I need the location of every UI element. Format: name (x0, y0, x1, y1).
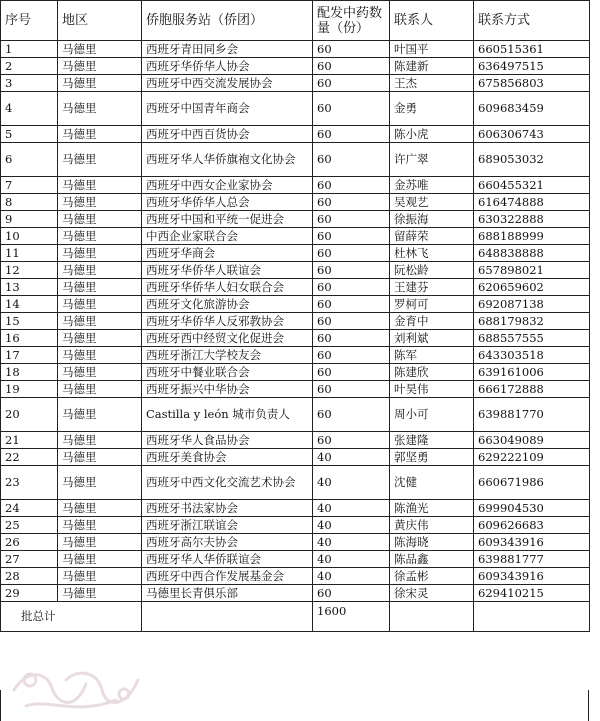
row-index: 16 (1, 330, 58, 347)
row-qty: 40 (313, 551, 390, 568)
row-org: 中西企业家联合会 (142, 228, 313, 245)
footer-blank-area (0, 690, 589, 721)
row-phone: 657898021 (474, 262, 590, 279)
row-qty: 60 (313, 585, 390, 602)
row-qty: 60 (313, 92, 390, 126)
table-row (1, 41, 590, 58)
row-index: 3 (1, 75, 58, 92)
table-row (1, 449, 590, 466)
row-region: 马德里 (58, 262, 142, 279)
table-row (1, 517, 590, 534)
table-row (1, 92, 590, 126)
row-phone: 688557555 (474, 330, 590, 347)
row-phone: 675856803 (474, 75, 590, 92)
row-region: 马德里 (58, 449, 142, 466)
total-label-cell (1, 602, 142, 632)
table-row (1, 143, 590, 177)
table-row (1, 381, 590, 398)
row-contact: 吴观艺 (390, 194, 474, 211)
row-org: 西班牙美食协会 (142, 449, 313, 466)
row-qty: 60 (313, 177, 390, 194)
row-qty: 40 (313, 517, 390, 534)
row-contact: 罗柯可 (390, 296, 474, 313)
table-row (1, 211, 590, 228)
row-org: 西班牙西中经贸文化促进会 (142, 330, 313, 347)
row-phone: 648838888 (474, 245, 590, 262)
row-contact: 黄庆伟 (390, 517, 474, 534)
table-row (1, 432, 590, 449)
row-org: 西班牙浙江联谊会 (142, 517, 313, 534)
row-org: 西班牙华侨华人联谊会 (142, 262, 313, 279)
row-contact: 留薛荣 (390, 228, 474, 245)
row-index: 1 (1, 41, 58, 58)
table-row (1, 347, 590, 364)
row-region: 马德里 (58, 126, 142, 143)
row-region: 马德里 (58, 194, 142, 211)
row-phone: 663049089 (474, 432, 590, 449)
row-org: 西班牙中西交流发展协会 (142, 75, 313, 92)
row-qty: 60 (313, 75, 390, 92)
row-phone: 629222109 (474, 449, 590, 466)
row-phone: 629410215 (474, 585, 590, 602)
row-contact: 陈建欣 (390, 364, 474, 381)
row-index: 29 (1, 585, 58, 602)
row-org: 西班牙华人食品协会 (142, 432, 313, 449)
row-org: 马德里长青俱乐部 (142, 585, 313, 602)
row-region: 马德里 (58, 177, 142, 194)
row-index: 15 (1, 313, 58, 330)
table-row (1, 551, 590, 568)
row-contact: 阮松龄 (390, 262, 474, 279)
row-qty: 40 (313, 568, 390, 585)
table-row (1, 534, 590, 551)
row-index: 5 (1, 126, 58, 143)
row-index: 4 (1, 92, 58, 126)
header-row (1, 1, 590, 41)
table-body (1, 41, 590, 602)
row-org: 西班牙中西女企业家协会 (142, 177, 313, 194)
row-qty: 60 (313, 126, 390, 143)
row-phone: 609683459 (474, 92, 590, 126)
row-region: 马德里 (58, 92, 142, 126)
row-index: 13 (1, 279, 58, 296)
total-label: 批总计 (21, 609, 56, 623)
row-contact: 刘利斌 (390, 330, 474, 347)
table-row (1, 279, 590, 296)
table-row (1, 500, 590, 517)
row-contact: 王建芬 (390, 279, 474, 296)
row-phone: 639161006 (474, 364, 590, 381)
header-contact: 联系人 (390, 1, 474, 41)
total-row (1, 602, 590, 632)
row-region: 马德里 (58, 466, 142, 500)
row-phone: 666172888 (474, 381, 590, 398)
row-org: 西班牙华人华侨联谊会 (142, 551, 313, 568)
row-org: 西班牙书法家协会 (142, 500, 313, 517)
row-phone: 609343916 (474, 534, 590, 551)
row-org: 西班牙华侨华人协会 (142, 58, 313, 75)
header-region: 地区 (58, 1, 142, 41)
row-phone: 643303518 (474, 347, 590, 364)
row-region: 马德里 (58, 75, 142, 92)
row-phone: 630322888 (474, 211, 590, 228)
row-index: 28 (1, 568, 58, 585)
row-org: 西班牙华人华侨旗袍文化协会 (142, 143, 313, 177)
row-region: 马德里 (58, 211, 142, 228)
row-index: 22 (1, 449, 58, 466)
row-org: 西班牙中国青年商会 (142, 92, 313, 126)
row-org: 西班牙高尔夫协会 (142, 534, 313, 551)
table-row (1, 245, 590, 262)
row-contact: 徐宋灵 (390, 585, 474, 602)
table-row (1, 262, 590, 279)
row-qty: 60 (313, 398, 390, 432)
row-contact: 叶国平 (390, 41, 474, 58)
row-index: 14 (1, 296, 58, 313)
row-qty: 60 (313, 245, 390, 262)
total-empty-cell-3 (474, 602, 590, 632)
row-org: 西班牙振兴中华协会 (142, 381, 313, 398)
row-qty: 60 (313, 432, 390, 449)
row-region: 马德里 (58, 585, 142, 602)
row-contact: 陈小虎 (390, 126, 474, 143)
row-region: 马德里 (58, 313, 142, 330)
row-contact: 杜林飞 (390, 245, 474, 262)
row-qty: 60 (313, 330, 390, 347)
total-empty-cell-2 (390, 602, 474, 632)
row-phone: 660671986 (474, 466, 590, 500)
row-phone: 606306743 (474, 126, 590, 143)
row-region: 马德里 (58, 398, 142, 432)
header-phone: 联系方式 (474, 1, 590, 41)
row-region: 马德里 (58, 245, 142, 262)
row-org: 西班牙中餐业联合会 (142, 364, 313, 381)
row-region: 马德里 (58, 568, 142, 585)
row-contact: 陈建新 (390, 58, 474, 75)
row-org: 西班牙华侨华人总会 (142, 194, 313, 211)
row-region: 马德里 (58, 296, 142, 313)
row-region: 马德里 (58, 279, 142, 296)
row-index: 25 (1, 517, 58, 534)
row-org: 西班牙青田同乡会 (142, 41, 313, 58)
table-row (1, 398, 590, 432)
row-org: 西班牙中西合作发展基金会 (142, 568, 313, 585)
row-contact: 许广翠 (390, 143, 474, 177)
row-qty: 60 (313, 228, 390, 245)
row-phone: 636497515 (474, 58, 590, 75)
header-org: 侨胞服务站（侨团） (142, 1, 313, 41)
row-phone: 660515361 (474, 41, 590, 58)
row-contact: 叶昊伟 (390, 381, 474, 398)
row-index: 19 (1, 381, 58, 398)
row-region: 马德里 (58, 364, 142, 381)
row-org: 西班牙中西百货协会 (142, 126, 313, 143)
row-phone: 699904530 (474, 500, 590, 517)
row-region: 马德里 (58, 500, 142, 517)
row-phone: 609343916 (474, 568, 590, 585)
row-qty: 40 (313, 466, 390, 500)
table-row (1, 126, 590, 143)
row-contact: 金育中 (390, 313, 474, 330)
header-qty: 配发中药数量（份） (313, 1, 390, 41)
row-region: 马德里 (58, 228, 142, 245)
row-phone: 639881770 (474, 398, 590, 432)
row-region: 马德里 (58, 534, 142, 551)
row-phone: 620659602 (474, 279, 590, 296)
row-region: 马德里 (58, 58, 142, 75)
row-phone: 692087138 (474, 296, 590, 313)
row-org: 西班牙文化旅游协会 (142, 296, 313, 313)
row-index: 20 (1, 398, 58, 432)
row-org: 西班牙华侨华人妇女联合会 (142, 279, 313, 296)
row-contact: 张建隆 (390, 432, 474, 449)
row-index: 26 (1, 534, 58, 551)
table-row (1, 177, 590, 194)
row-index: 24 (1, 500, 58, 517)
row-index: 8 (1, 194, 58, 211)
row-phone: 639881777 (474, 551, 590, 568)
row-index: 17 (1, 347, 58, 364)
row-qty: 60 (313, 194, 390, 211)
row-phone: 609626683 (474, 517, 590, 534)
table-row (1, 228, 590, 245)
row-qty: 40 (313, 500, 390, 517)
table-row (1, 585, 590, 602)
total-empty-cell (142, 602, 313, 632)
row-index: 11 (1, 245, 58, 262)
row-qty: 60 (313, 262, 390, 279)
table-row (1, 364, 590, 381)
row-region: 马德里 (58, 517, 142, 534)
header-index: 序号 (1, 1, 58, 41)
row-contact: 陈军 (390, 347, 474, 364)
row-index: 7 (1, 177, 58, 194)
row-contact: 陈品鑫 (390, 551, 474, 568)
table-row (1, 330, 590, 347)
row-region: 马德里 (58, 551, 142, 568)
row-qty: 60 (313, 143, 390, 177)
row-region: 马德里 (58, 347, 142, 364)
row-phone: 688179832 (474, 313, 590, 330)
row-org: 西班牙中西文化交流艺术协会 (142, 466, 313, 500)
row-qty: 60 (313, 41, 390, 58)
table-row (1, 194, 590, 211)
table-row (1, 313, 590, 330)
row-qty: 60 (313, 313, 390, 330)
row-index: 10 (1, 228, 58, 245)
row-org: 西班牙华侨华人反邪教协会 (142, 313, 313, 330)
row-contact: 徐孟彬 (390, 568, 474, 585)
row-qty: 60 (313, 58, 390, 75)
row-index: 2 (1, 58, 58, 75)
row-region: 马德里 (58, 143, 142, 177)
row-contact: 徐振海 (390, 211, 474, 228)
row-qty: 60 (313, 211, 390, 228)
row-index: 12 (1, 262, 58, 279)
row-phone: 688188999 (474, 228, 590, 245)
row-index: 27 (1, 551, 58, 568)
table-row (1, 568, 590, 585)
row-region: 马德里 (58, 432, 142, 449)
row-contact: 周小可 (390, 398, 474, 432)
row-contact: 陈渔光 (390, 500, 474, 517)
row-index: 9 (1, 211, 58, 228)
row-contact: 金苏唯 (390, 177, 474, 194)
row-org: 西班牙中国和平统一促进会 (142, 211, 313, 228)
row-index: 23 (1, 466, 58, 500)
row-org: Castilla y león 城市负责人 (142, 398, 313, 432)
row-index: 18 (1, 364, 58, 381)
row-contact: 郭坚勇 (390, 449, 474, 466)
row-index: 21 (1, 432, 58, 449)
row-contact: 王杰 (390, 75, 474, 92)
table-row (1, 466, 590, 500)
row-qty: 60 (313, 347, 390, 364)
row-phone: 660455321 (474, 177, 590, 194)
row-qty: 60 (313, 381, 390, 398)
total-qty: 1600 (313, 602, 390, 632)
row-phone: 616474888 (474, 194, 590, 211)
row-index: 6 (1, 143, 58, 177)
table-row (1, 75, 590, 92)
row-qty: 60 (313, 296, 390, 313)
row-region: 马德里 (58, 381, 142, 398)
row-qty: 60 (313, 364, 390, 381)
row-qty: 40 (313, 534, 390, 551)
row-contact: 陈海晓 (390, 534, 474, 551)
row-region: 马德里 (58, 41, 142, 58)
row-phone: 689053032 (474, 143, 590, 177)
table-row (1, 296, 590, 313)
row-contact: 金勇 (390, 92, 474, 126)
row-contact: 沈健 (390, 466, 474, 500)
row-region: 马德里 (58, 330, 142, 347)
table-row (1, 58, 590, 75)
row-qty: 40 (313, 449, 390, 466)
row-org: 西班牙浙江大学校友会 (142, 347, 313, 364)
row-org: 西班牙华商会 (142, 245, 313, 262)
row-qty: 60 (313, 279, 390, 296)
